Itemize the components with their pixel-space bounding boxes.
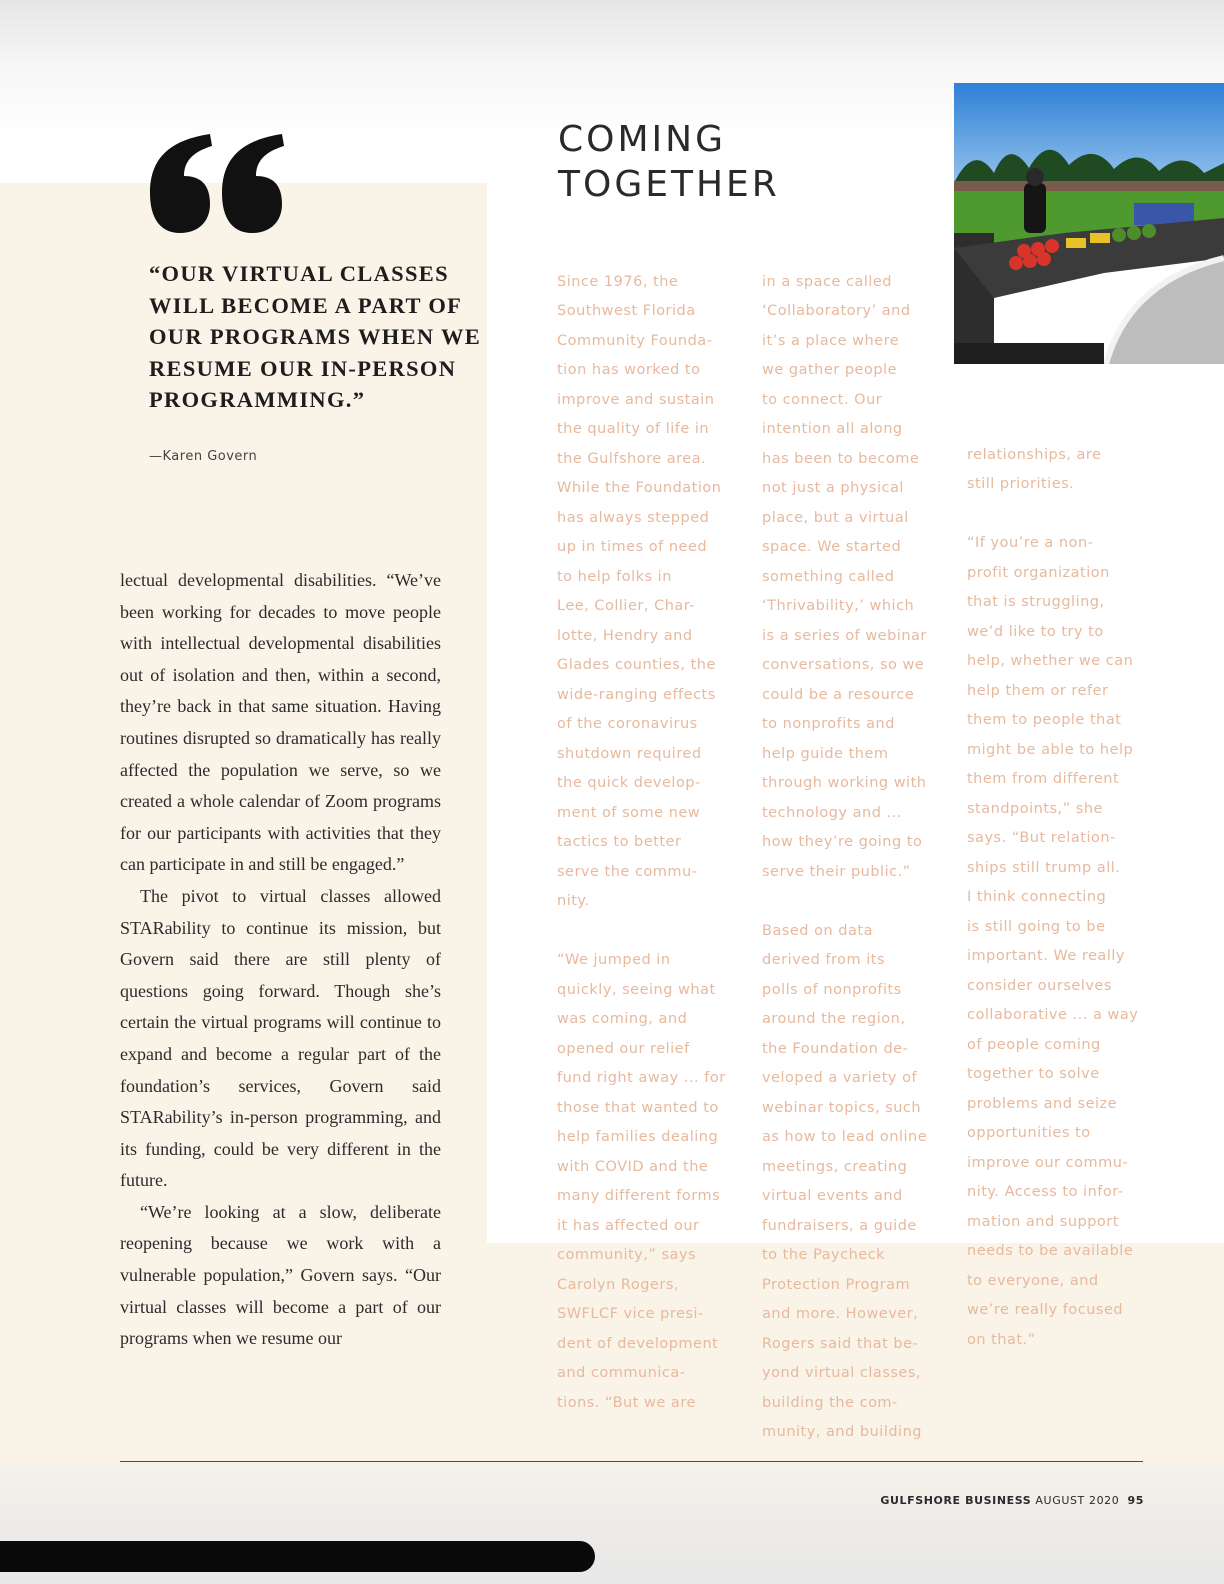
article-paragraph: lectual developmental disabilities. “We’ve been working for decades to move people with intellectual developmental disabilities out of isolation and then, within a second, they’re back in that same situation. Having routines disrupted so dramatically has really affected the population we serve, so we created a whole calendar of Zoom programs for our participants with activities that they can participate in and still be engaged.”	[120, 570, 441, 875]
publication-name: GULFSHORE BUSINESS	[880, 1494, 1032, 1507]
sidebar-paragraph: Since 1976, the Southwest Florida Community Founda- tion has worked to improve and sustain the quality of life in the Gulfshore area. While the Foundation has always stepped up in times of need to help folks in Lee, Collier, Char- lotte, Hendry and Glades counties, the wide-ranging effects of the coronavirus shutdown required the quick develop- ment of some new tactics to better serve the commu- nity.	[557, 273, 722, 909]
horizontal-scrollbar[interactable]	[0, 1541, 595, 1572]
sidebar-paragraph: “If you’re a non- profit organization that is struggling, we’d like to try to help, whether we can help them or refer them to people that might be able to help them from different standpoints,” she says. “But relation- ships still trump all. I think connecting is still going to be important. We really consider ourselves collaborative ... a way of people coming together to solve problems and seize opportunities to improve our commu- nity. Access to infor- mation and support needs to be available to everyone, and we’re really focused on that.”	[967, 535, 1139, 1348]
issue-date: AUGUST 2020	[1035, 1494, 1120, 1507]
sidebar-headline: COMING TOGETHER	[558, 119, 780, 205]
pull-quote: “OUR VIRTUAL CLASSES WILL BECOME A PART OF OUR PROGRAMS WHEN WE RESUME OUR IN-PERSON PROGRAMMING.”	[149, 261, 482, 412]
sidebar-paragraph: relationships, are still priorities.	[967, 446, 1102, 492]
footer-divider	[120, 1461, 1143, 1462]
pull-quote-attribution: —Karen Govern	[149, 449, 258, 464]
page-footer	[880, 1494, 1144, 1507]
food-distribution-photo	[954, 83, 1224, 364]
sidebar-paragraph: in a space called ‘Collaboratory’ and it’s a place where we gather people to connect. Our intention all along has been to become not just a physical place, but a virtual space. We started something called ‘Thrivability,’ which is a series of webinar conversations, so we could be a resource to nonprofits and help guide them through working with technology and ... how they’re going to serve their public.”	[762, 273, 927, 880]
sidebar-paragraph: Based on data derived from its polls of nonprofits around the region, the Foundation de- veloped a variety of webinar topics, such as how to lead online meetings, creating virtual events and fundraisers, a guide to the Paycheck Protection Program and more. However, Rogers said that be- yond virtual classes, building the com- munity, and building	[762, 922, 928, 1440]
sidebar-column-3	[967, 411, 1157, 1385]
article-paragraph: The pivot to virtual classes allowed STARability to continue its mission, but Govern said there are still plenty of questions going forward. Though she’s certain the virtual programs will continue to expand and become a regular part of the foundation’s services, Govern said STARability’s in-person programming, and its funding, could be very different in the future.	[120, 885, 441, 1191]
page-number: 95	[1127, 1494, 1144, 1507]
sidebar-column-2	[762, 238, 942, 1477]
photo-illustration	[954, 83, 1224, 364]
sidebar-paragraph: “We jumped in quickly, seeing what was coming, and opened our relief fund right away ... for those that wanted to help families dealing with COVID and the many different forms it has affected our community,” says Carolyn Rogers, SWFLCF vice presi- dent of development and communica- tions. “But we are	[557, 952, 726, 1411]
quotation-mark-icon	[140, 88, 300, 248]
article-left-column	[120, 565, 441, 1355]
sidebar-column-1	[557, 238, 737, 1448]
article-paragraph: “We’re looking at a slow, deliberate reopening because we work with a vulnerable population,” Govern says. “Our virtual classes will become a part of our programs when we resume our	[120, 1201, 441, 1349]
